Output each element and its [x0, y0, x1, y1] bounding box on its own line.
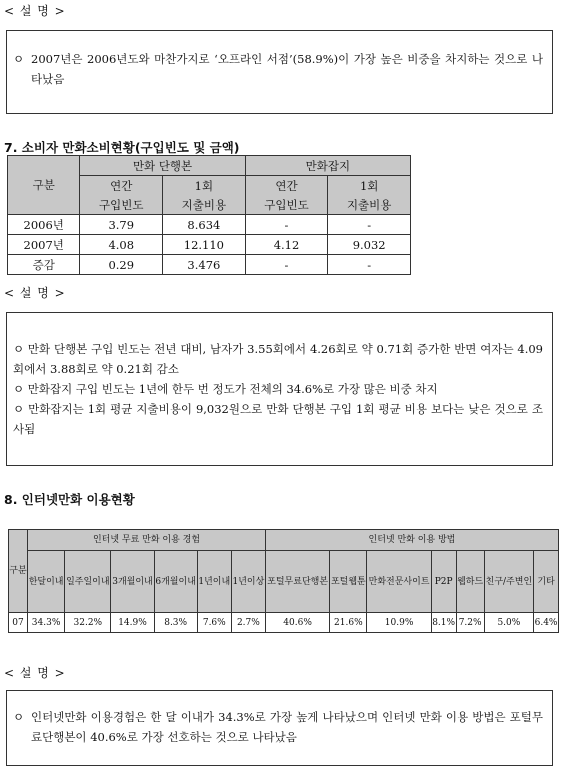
table-cell: 3.476: [163, 255, 246, 275]
bullet-item: [13, 707, 543, 747]
table-cell: 21.6%: [330, 613, 367, 633]
table-row: [8, 255, 411, 275]
row-label: 2007년: [8, 235, 80, 255]
table-cell: 10.9%: [367, 613, 431, 633]
sub-header: 구입빈도: [80, 195, 163, 215]
section-title: 8. 인터넷만화 이용현황: [4, 492, 135, 507]
explain-box: [6, 690, 553, 766]
col-header: 1년이내: [197, 551, 231, 613]
table-cell: 12.110: [163, 235, 246, 255]
col-header: 만화전문사이트: [367, 551, 431, 613]
table-cell: -: [245, 255, 328, 275]
table-row: [8, 215, 411, 235]
row-label: 07: [9, 613, 28, 633]
table-cell: 40.6%: [265, 613, 329, 633]
sub-header: 구입빈도: [245, 195, 328, 215]
bullet-text: ㅇ 만화잡지는 1회 평균 지출비용이 9,032원으로 만화 단행본 구입 1회 평균 비용 보다는 낮은 것으로 조사됨: [13, 402, 543, 436]
sub-header: 지출비용: [328, 195, 411, 215]
table-cell: 4.12: [245, 235, 328, 255]
sub-header: 1회: [328, 176, 411, 196]
table-cell: 5.0%: [484, 613, 533, 633]
col-header: 포털무료단행본: [265, 551, 329, 613]
table-row: [8, 235, 411, 255]
bullet-text: 인터넷만화 이용경험은 한 달 이내가 34.3%로 가장 높게 나타났으며 인터넷 만화 이용 방법은 포털무료단행본이 40.6%로 가장 선호하는 것으로 나타났음: [31, 710, 543, 744]
sub-header: 1회: [163, 176, 246, 196]
col-header: 일주일이내: [65, 551, 111, 613]
bullet-mark: ㅇ: [13, 52, 25, 66]
explain-heading: < 설 명 >: [4, 4, 66, 18]
table-row: [9, 613, 559, 633]
col-header: 한달이내: [28, 551, 65, 613]
table-cell: 2.7%: [231, 613, 265, 633]
col-header: 6개월이내: [154, 551, 197, 613]
group-header-magazine: 만화잡지: [245, 156, 410, 176]
table-cell: 34.3%: [28, 613, 65, 633]
internet-comic-table: [8, 529, 559, 633]
group-header-free: 인터넷 무료 만화 이용 경험: [28, 530, 266, 551]
row-label: 2006년: [8, 215, 80, 235]
sub-header: 연간: [245, 176, 328, 196]
bullet-text: ㅇ 만화잡지 구입 빈도는 1년에 한두 번 정도가 전체의 34.6%로 가장 많은 비중 차지: [13, 382, 438, 396]
col-header: 기타: [534, 551, 559, 613]
table-cell: 6.4%: [534, 613, 559, 633]
bullet-mark: ㅇ: [13, 710, 25, 724]
table-cell: 7.6%: [197, 613, 231, 633]
table-cell: -: [245, 215, 328, 235]
table-cell: -: [328, 215, 411, 235]
table-cell: 32.2%: [65, 613, 111, 633]
explain-heading: < 설 명 >: [4, 286, 66, 300]
table-cell: 4.08: [80, 235, 163, 255]
sub-header: 연간: [80, 176, 163, 196]
table-cell: 8.1%: [431, 613, 456, 633]
table-cell: 9.032: [328, 235, 411, 255]
group-header-method: 인터넷 만화 이용 방법: [265, 530, 558, 551]
bullet-item: [13, 399, 543, 439]
comic-consumption-table: [7, 155, 411, 275]
group-header-book: 만화 단행본: [80, 156, 245, 176]
col-header-category: 구분: [9, 530, 28, 613]
bullet-item: [13, 49, 543, 89]
col-header: 1년이상: [231, 551, 265, 613]
col-header-category: 구분: [8, 156, 80, 215]
table-cell: 14.9%: [111, 613, 154, 633]
col-header: 웹하드: [456, 551, 484, 613]
bullet-item: [13, 339, 543, 379]
explain-box: [6, 30, 553, 114]
row-label: 증감: [8, 255, 80, 275]
table-cell: 3.79: [80, 215, 163, 235]
sub-header: 지출비용: [163, 195, 246, 215]
table-cell: 7.2%: [456, 613, 484, 633]
explain-box: [6, 312, 553, 466]
bullet-text: 2007년은 2006년도와 마찬가지로 ‘오프라인 서점’(58.9%)이 가장 높은 비중을 차지하는 것으로 나타났음: [31, 52, 543, 86]
bullet-text: ㅇ 만화 단행본 구입 빈도는 전년 대비, 남자가 3.55회에서 4.26회로 약 0.71회 증가한 반면 여자는 4.09회에서 3.88회로 약 0.21회 감소: [13, 342, 543, 376]
explain-heading: < 설 명 >: [4, 666, 66, 680]
col-header: 3개월이내: [111, 551, 154, 613]
section-title: 7. 소비자 만화소비현황(구입빈도 및 금액): [4, 140, 240, 155]
table-cell: 0.29: [80, 255, 163, 275]
col-header: P2P: [431, 551, 456, 613]
table-cell: -: [328, 255, 411, 275]
table-cell: 8.3%: [154, 613, 197, 633]
col-header: 친구/주변인: [484, 551, 533, 613]
col-header: 포털웹툰: [330, 551, 367, 613]
table-cell: 8.634: [163, 215, 246, 235]
bullet-item: [13, 379, 543, 399]
